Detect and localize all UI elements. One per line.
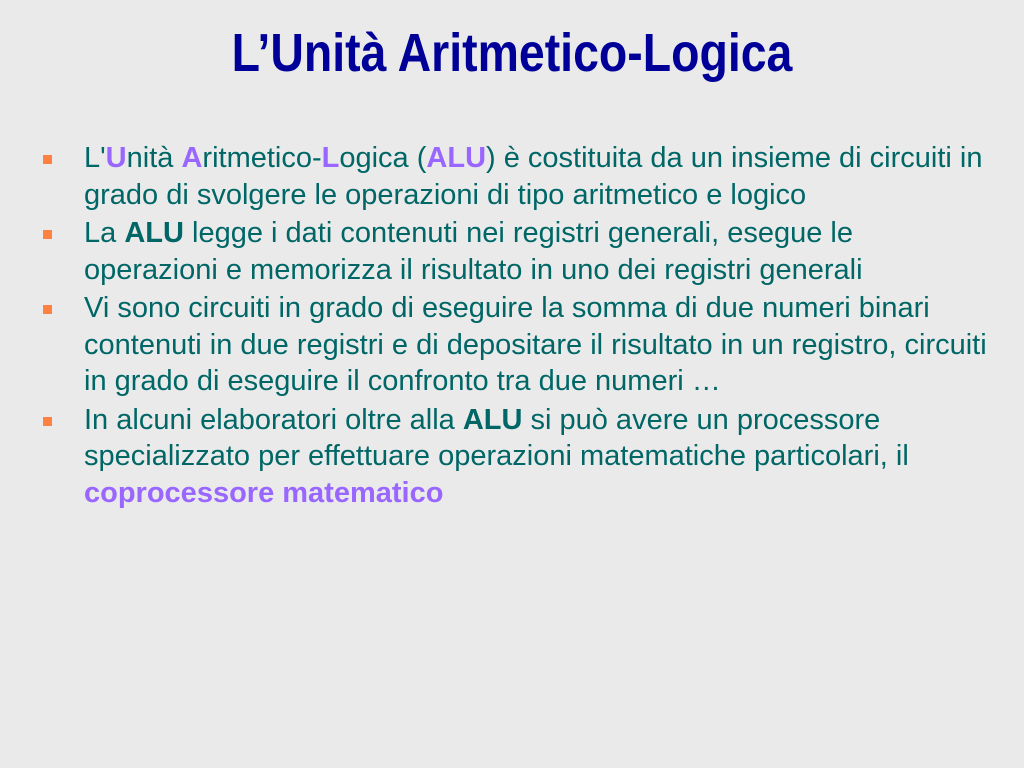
highlight-letter-l: L	[321, 142, 340, 174]
highlight-coprocessore: coprocessore matematico	[84, 476, 444, 509]
text-run: L'	[84, 142, 106, 174]
bullet-item-1	[40, 140, 990, 213]
text-run: ogica (	[339, 142, 427, 174]
text-run: La	[84, 217, 125, 249]
text-run: nità	[126, 142, 182, 174]
highlight-alu: ALU	[426, 142, 487, 174]
text-run: ritmetico-	[202, 142, 322, 174]
square-bullet-icon	[43, 230, 52, 239]
text-run: si può avere un processore specializzato per effettuare operazioni matematiche particolari, il	[84, 403, 909, 472]
highlight-letter-u: U	[105, 142, 127, 174]
bold-alu: ALU	[124, 217, 184, 249]
text-run: legge i dati contenuti nei registri generali, esegue le operazioni e memorizza il risultato in uno dei registri generali	[84, 217, 863, 286]
square-bullet-icon	[43, 305, 52, 314]
bullet-item-3	[40, 290, 990, 400]
text-run: ) è costituita da un insieme di circuiti in grado di svolgere le operazioni di tipo aritmetico e logico	[84, 142, 983, 211]
text-run: In alcuni elaboratori oltre alla	[84, 403, 463, 436]
text-run: Vi sono circuiti in grado di eseguire la somma di due numeri binari contenuti in due registri e di depositare il risultato in un registro, circuiti in grado di eseguire il confronto tra due numeri …	[84, 292, 987, 397]
bold-alu: ALU	[462, 403, 523, 436]
highlight-letter-a: A	[181, 142, 203, 174]
bullet-item-2	[40, 215, 990, 288]
bullet-list	[40, 140, 990, 513]
slide-title: L’Unità Aritmetico-Logica	[231, 23, 793, 83]
square-bullet-icon	[43, 155, 52, 164]
bullet-item-4	[40, 402, 990, 512]
square-bullet-icon	[43, 417, 52, 426]
